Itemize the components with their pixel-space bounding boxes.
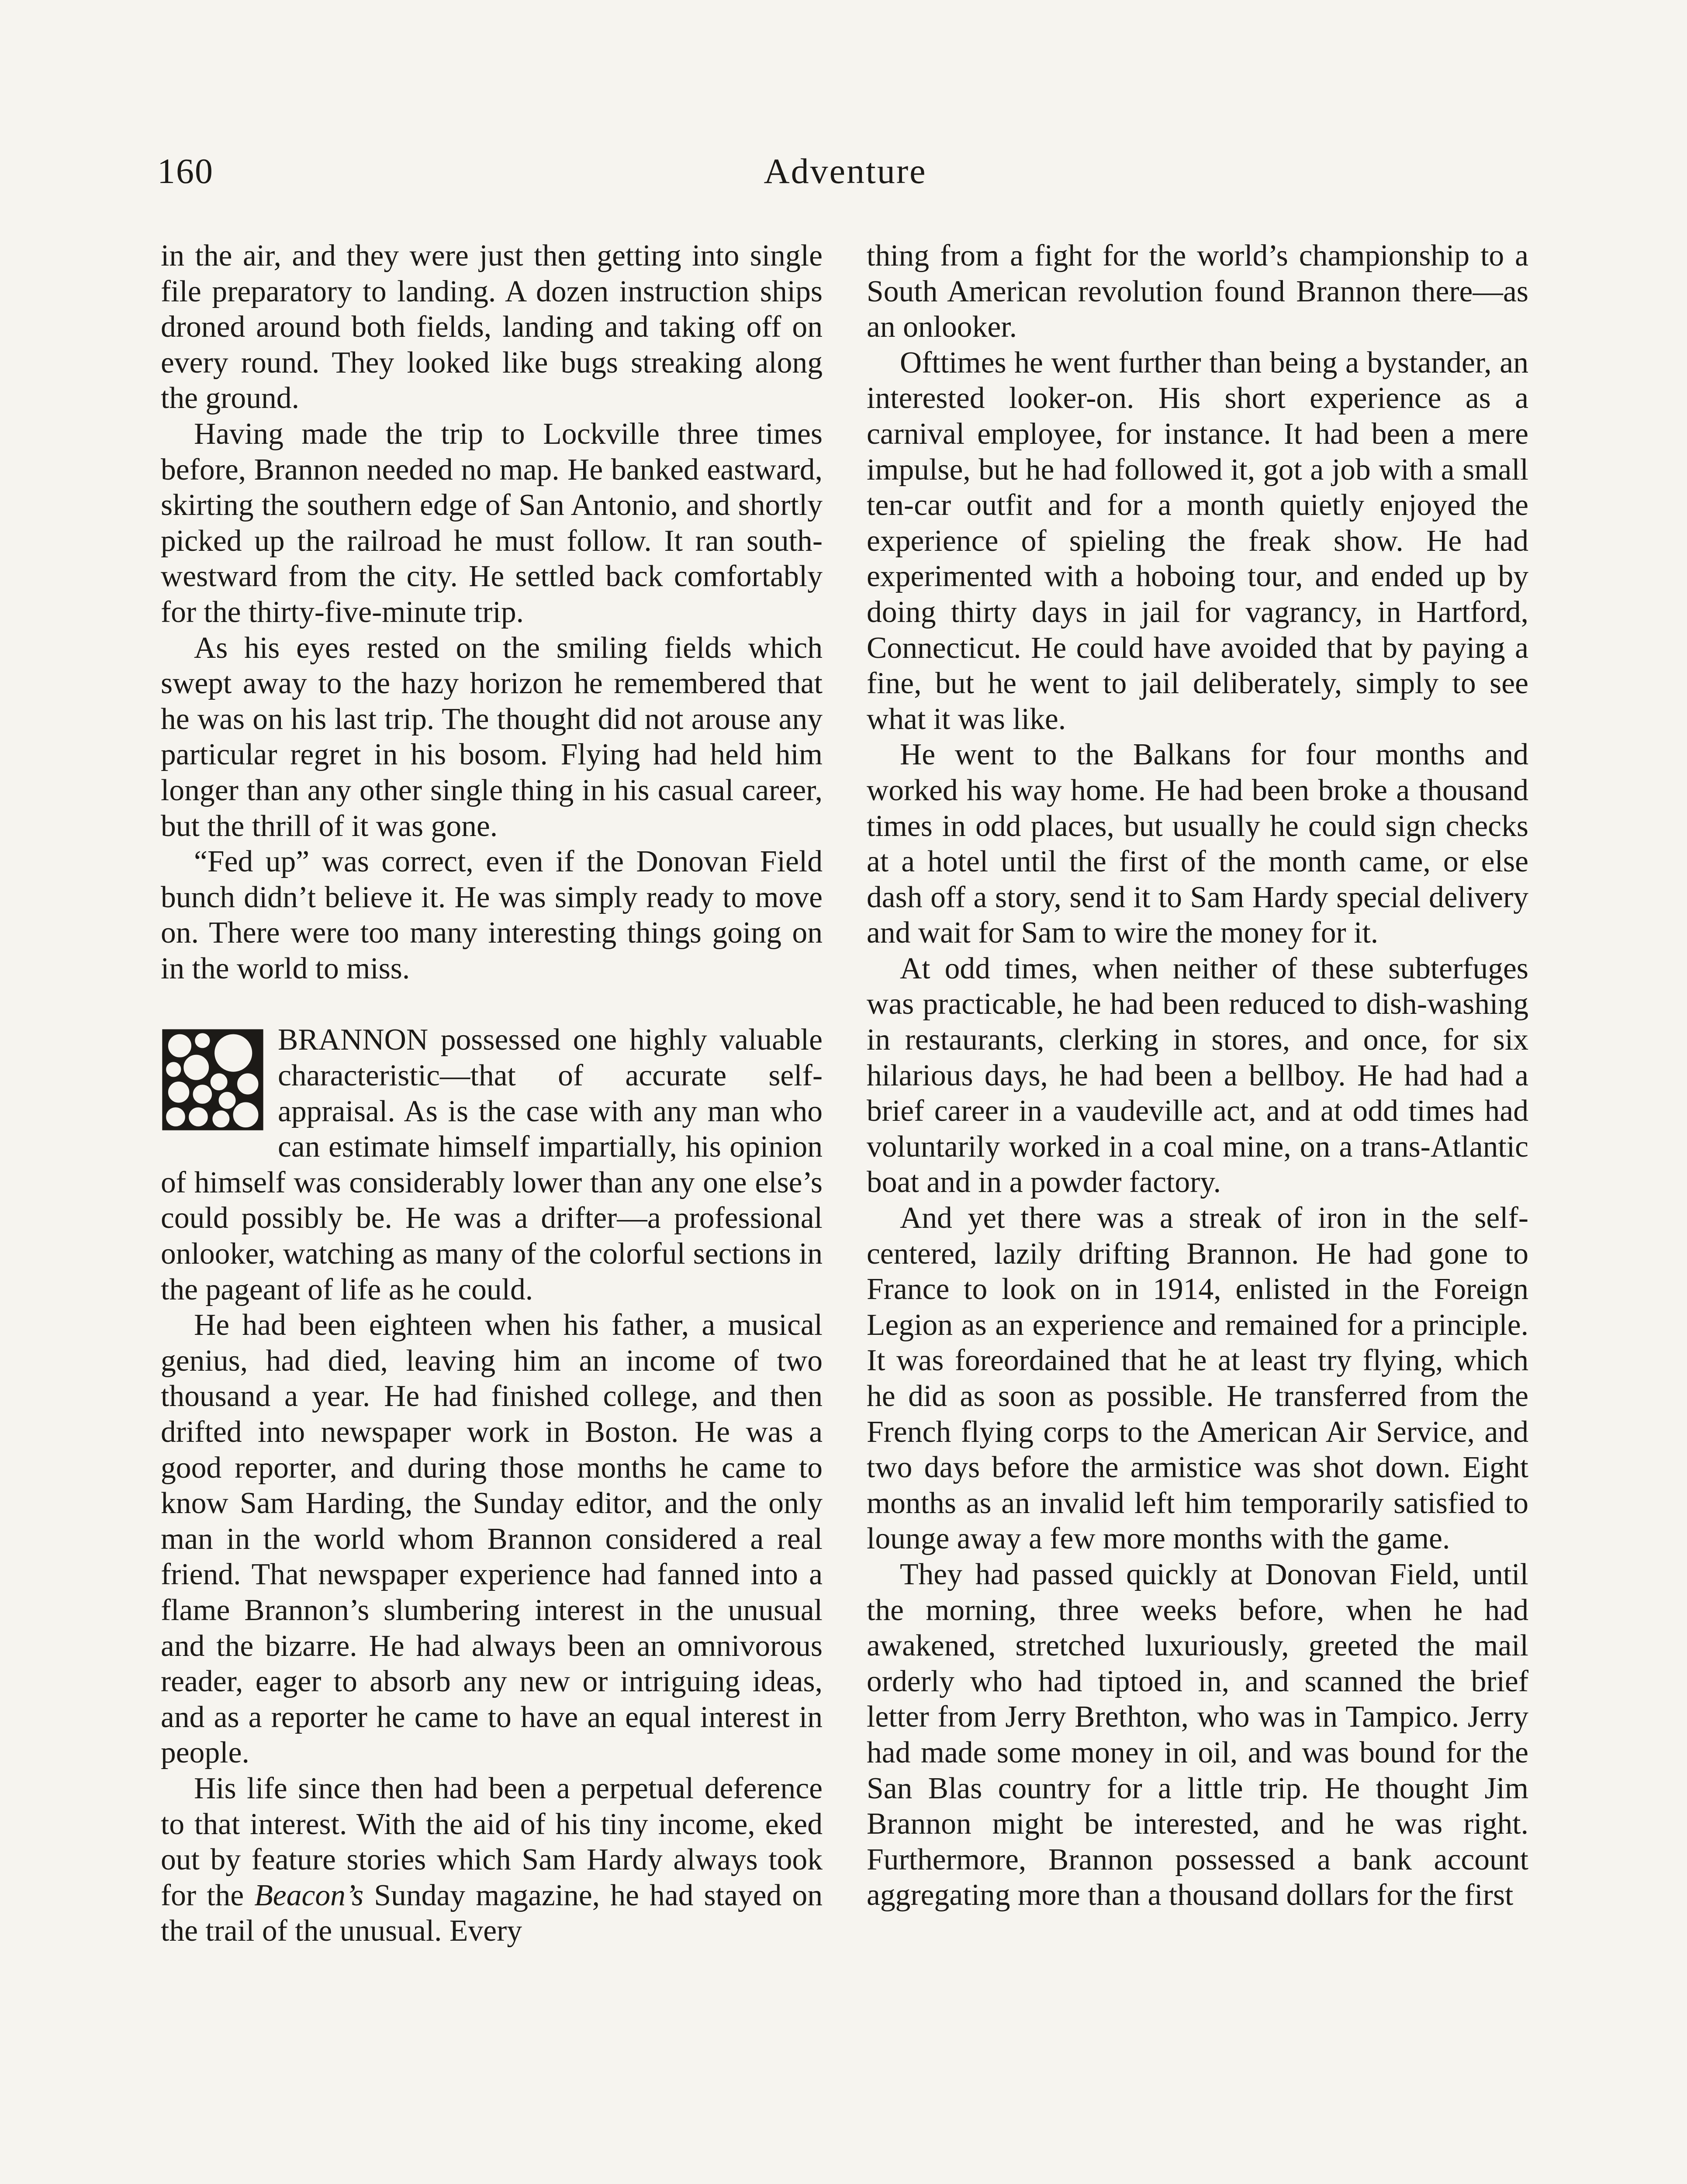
paragraph: As his eyes rested on the smiling fields which swept away to the hazy horizon he remembered that he was on his last trip. The thought did not arouse any particular regret in his bosom. Flying had held him longer than any other single thing in his casual career, but the thrill of it was gone. bbox=[161, 631, 823, 843]
paragraph: Ofttimes he went further than being a bystander, an interested looker-on. His short experience as a carnival employee, for instance. It had been a mere impulse, but he had followed it, got a job with a small ten-car outfit and for a month quietly enjoyed the experience of spieling the freak show. He had experimented with a hoboing tour, and ended up by doing thirty days in jail for vagrancy, in Hartford, Connecticut. He could have avoided that by paying a fine, but he went to jail deliberately, simply to see what it was like. bbox=[867, 346, 1528, 736]
page-header bbox=[157, 151, 1533, 203]
section-break bbox=[161, 986, 823, 1022]
paragraph: He had been eighteen when his father, a musical genius, had died, leaving him an income of two thousand a year. He had finished college, and then drifted into newspaper work in Boston. He was a good reporter, and during those months he came to know Sam Harding, the Sunday editor, and the only man in the world whom Brannon considered a real friend. That newspaper experience had fanned into a flame Brannon’s slumbering interest in the unusual and the bizarre. He had always been an omnivorous reader, eager to absorb any new or intriguing ideas, and as a reporter he came to have an equal interest in people. bbox=[161, 1308, 823, 1770]
page-number: 160 bbox=[157, 151, 214, 191]
paragraph: Having made the trip to Lockville three times before, Brannon needed no map. He banked eastward, skirting the southern edge of San Antonio, and shortly picked up the railroad he must follow. It ran southwestward from the city. He settled back comfortably for the thirty-five-minute trip. bbox=[161, 417, 823, 629]
paragraph: They had passed quickly at Donovan Field, until the morning, three weeks before, when he had awakened, stretched luxuriously, greeted the mail orderly who had tiptoed in, and scanned the brief letter from Jerry Brethton, who was in Tampico. Jerry had made some money in oil, and was bound for the San Blas country for a little trip. He thought Jim Brannon might be interested, and he was right. Furthermore, Brannon possessed a bank account aggregating more than a thousand dollars for the first bbox=[867, 1557, 1528, 1912]
running-title: Adventure bbox=[764, 151, 927, 191]
italic-title: Beacon’s bbox=[254, 1878, 364, 1912]
paragraph bbox=[161, 1771, 823, 1949]
ornamental-dropcap bbox=[161, 1028, 265, 1131]
right-column bbox=[867, 238, 1528, 2184]
text-run: Sunday magazine, he had stayed on the trail of the unusual. Every bbox=[161, 1878, 823, 1948]
paragraph: He went to the Balkans for four months and worked his way home. He had been broke a thousand times in odd places, but usually he could sign checks at a hotel until the first of the month came, or else dash off a story, send it to Sam Hardy special delivery and wait for Sam to wire the money for it. bbox=[867, 738, 1528, 950]
paragraph: “Fed up” was correct, even if the Donovan Field bunch didn’t believe it. He was simply ready to move on. There were too many interesting things going on in the world to miss. bbox=[161, 845, 823, 985]
paragraph: At odd times, when neither of these subterfuges was practicable, he had been reduced to dish-washing in restaurants, clerking in stores, and once, for six hilarious days, he had been a bellboy. He had had a brief career in a vaudeville act, and at odd times had voluntarily worked in a coal mine, on a trans-Atlantic boat and in a powder factory. bbox=[867, 951, 1528, 1199]
text-run: His life since then had been a perpetual deference to that interest. With the aid of his tiny income, eked out by feature stories which Sam Hardy always took for the bbox=[161, 1771, 823, 1912]
paragraph: in the air, and they were just then getting into single file preparatory to landing. A dozen instruction ships droned around both fields, landing and taking off on every round. They looked like bugs streaking along the ground. bbox=[161, 239, 823, 415]
paragraph-with-dropcap: BRANNON possessed one highly valuable characteristic—that of accurate self-appraisal. As is the case with any man who can estimate himself impartially, his opinion of himself was considerably lower than any one else’s could possibly be. He was a drifter—a professional onlooker, watching as many of the colorful sections in the pageant of life as he could. bbox=[161, 1023, 823, 1306]
left-column bbox=[161, 238, 823, 2184]
paragraph: And yet there was a streak of iron in the self-centered, lazily drifting Brannon. He had gone to France to look on in 1914, enlisted in the Foreign Legion as an experience and remained for a principle. It was foreordained that he at least try flying, which he did as soon as possible. He transferred from the French flying corps to the American Air Service, and two days before the armistice was shot down. Eight months as an invalid left him temporarily satisfied to lounge away a few more months with the game. bbox=[867, 1201, 1528, 1556]
paragraph: thing from a fight for the world’s championship to a South American revolution found Brannon there—as an onlooker. bbox=[867, 239, 1528, 344]
